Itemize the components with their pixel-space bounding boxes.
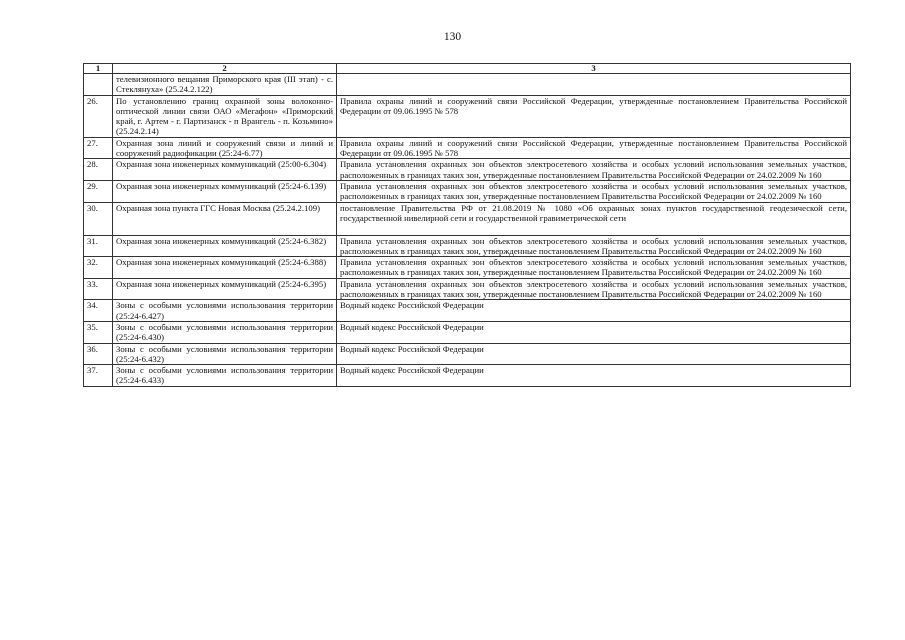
table-row bbox=[84, 235, 851, 257]
row-number: 33. bbox=[84, 278, 113, 300]
row-number: 31. bbox=[84, 235, 113, 257]
legal-basis: Правила установления охранных зон объектов электросетевого хозяйства и особых условий использования земельных участков, расположенных в границах таких зон, утвержденные постановлением Правительства Российской Федерации от 24.02.2009 № 160 bbox=[337, 257, 851, 279]
zone-name: Охранная зона инженерных коммуникаций (25:24-6.382) bbox=[113, 235, 337, 257]
header-row bbox=[84, 64, 851, 74]
row-number: 37. bbox=[84, 365, 113, 387]
row-number: 32. bbox=[84, 257, 113, 279]
table-row bbox=[84, 137, 851, 159]
legal-basis: Правила охраны линий и сооружений связи Российской Федерации, утвержденные постановлением Правительства Российской Федерации от 09.06.1995 № 578 bbox=[337, 95, 851, 137]
header-col-1: 1 bbox=[84, 64, 113, 74]
zone-name: Охранная зона инженерных коммуникаций (25:24-6.388) bbox=[113, 257, 337, 279]
row-number: 36. bbox=[84, 343, 113, 365]
header-col-2: 2 bbox=[113, 64, 337, 74]
row-number bbox=[84, 74, 113, 96]
legal-basis: Правила охраны линий и сооружений связи Российской Федерации, утвержденные постановлением Правительства Российской Федерации от 09.06.1995 № 578 bbox=[337, 137, 851, 159]
table-row bbox=[84, 180, 851, 202]
table-row bbox=[84, 321, 851, 343]
row-number: 26. bbox=[84, 95, 113, 137]
zone-name: По установлению границ охранной зоны волоконно-оптической линии связи ОАО «Мегафон» «Приморский край, г. Артем - г. Партизанск - п Врангель - п. Козьмино» (25.24.2.14) bbox=[113, 95, 337, 137]
table-row bbox=[84, 95, 851, 137]
zone-name: Охранная зона пункта ГГС Новая Москва (25.24.2.109) bbox=[113, 202, 337, 235]
header-col-3: 3 bbox=[337, 64, 851, 74]
table-row bbox=[84, 343, 851, 365]
legal-basis bbox=[337, 74, 851, 96]
legal-basis: Правила установления охранных зон объектов электросетевого хозяйства и особых условий использования земельных участков, расположенных в границах таких зон, утвержденные постановлением Правительства Российской Федерации от 24.02.2009 № 160 bbox=[337, 159, 851, 181]
table-row bbox=[84, 257, 851, 279]
row-number: 30. bbox=[84, 202, 113, 235]
zone-name: Зоны с особыми условиями использования территории (25:24-6.430) bbox=[113, 321, 337, 343]
row-number: 29. bbox=[84, 180, 113, 202]
zone-name: Охранная зона инженерных коммуникаций (25:24-6.395) bbox=[113, 278, 337, 300]
legal-basis: Правила установления охранных зон объектов электросетевого хозяйства и особых условий использования земельных участков, расположенных в границах таких зон, утвержденные постановлением Правительства Российской Федерации от 24.02.2009 № 160 bbox=[337, 180, 851, 202]
legal-basis: Водный кодекс Российской Федерации bbox=[337, 365, 851, 387]
zone-name: Зоны с особыми условиями использования территории (25:24-6.432) bbox=[113, 343, 337, 365]
table-row bbox=[84, 159, 851, 181]
legal-basis: Водный кодекс Российской Федерации bbox=[337, 343, 851, 365]
zone-name: Охранная зона инженерных коммуникаций (25:24-6.139) bbox=[113, 180, 337, 202]
legal-basis: постановление Правительства РФ от 21.08.2019 № 1080 «Об охранных зонах пунктов государственной геодезической сети, государственной нивелирной сети и государственной гравиметрической сети bbox=[337, 202, 851, 235]
table-row bbox=[84, 202, 851, 235]
row-number: 27. bbox=[84, 137, 113, 159]
zone-name: Охранная зона линий и сооружений связи и линий и сооружений радиофикации (25:24-6.77) bbox=[113, 137, 337, 159]
legal-basis: Правила установления охранных зон объектов электросетевого хозяйства и особых условий использования земельных участков, расположенных в границах таких зон, утвержденные постановлением Правительства Российской Федерации от 24.02.2009 № 160 bbox=[337, 235, 851, 257]
table-row bbox=[84, 300, 851, 322]
table-row bbox=[84, 365, 851, 387]
table-row bbox=[84, 278, 851, 300]
row-number: 34. bbox=[84, 300, 113, 322]
zones-table bbox=[83, 63, 851, 387]
row-number: 28. bbox=[84, 159, 113, 181]
zone-name: Зоны с особыми условиями использования территории (25:24-6.433) bbox=[113, 365, 337, 387]
legal-basis: Водный кодекс Российской Федерации bbox=[337, 321, 851, 343]
zone-name: Зоны с особыми условиями использования территории (25:24-6.427) bbox=[113, 300, 337, 322]
row-number: 35. bbox=[84, 321, 113, 343]
table-row bbox=[84, 74, 851, 96]
zone-name: Охранная зона инженерных коммуникаций (25:00-6.304) bbox=[113, 159, 337, 181]
page-number: 130 bbox=[443, 31, 462, 43]
zone-name: телевизионного вещания Приморского края (III этап) - с. Стеклянуха» (25.24.2.122) bbox=[113, 74, 337, 96]
legal-basis: Правила установления охранных зон объектов электросетевого хозяйства и особых условий использования земельных участков, расположенных в границах таких зон, утвержденные постановлением Правительства Российской Федерации от 24.02.2009 № 160 bbox=[337, 278, 851, 300]
legal-basis: Водный кодекс Российской Федерации bbox=[337, 300, 851, 322]
